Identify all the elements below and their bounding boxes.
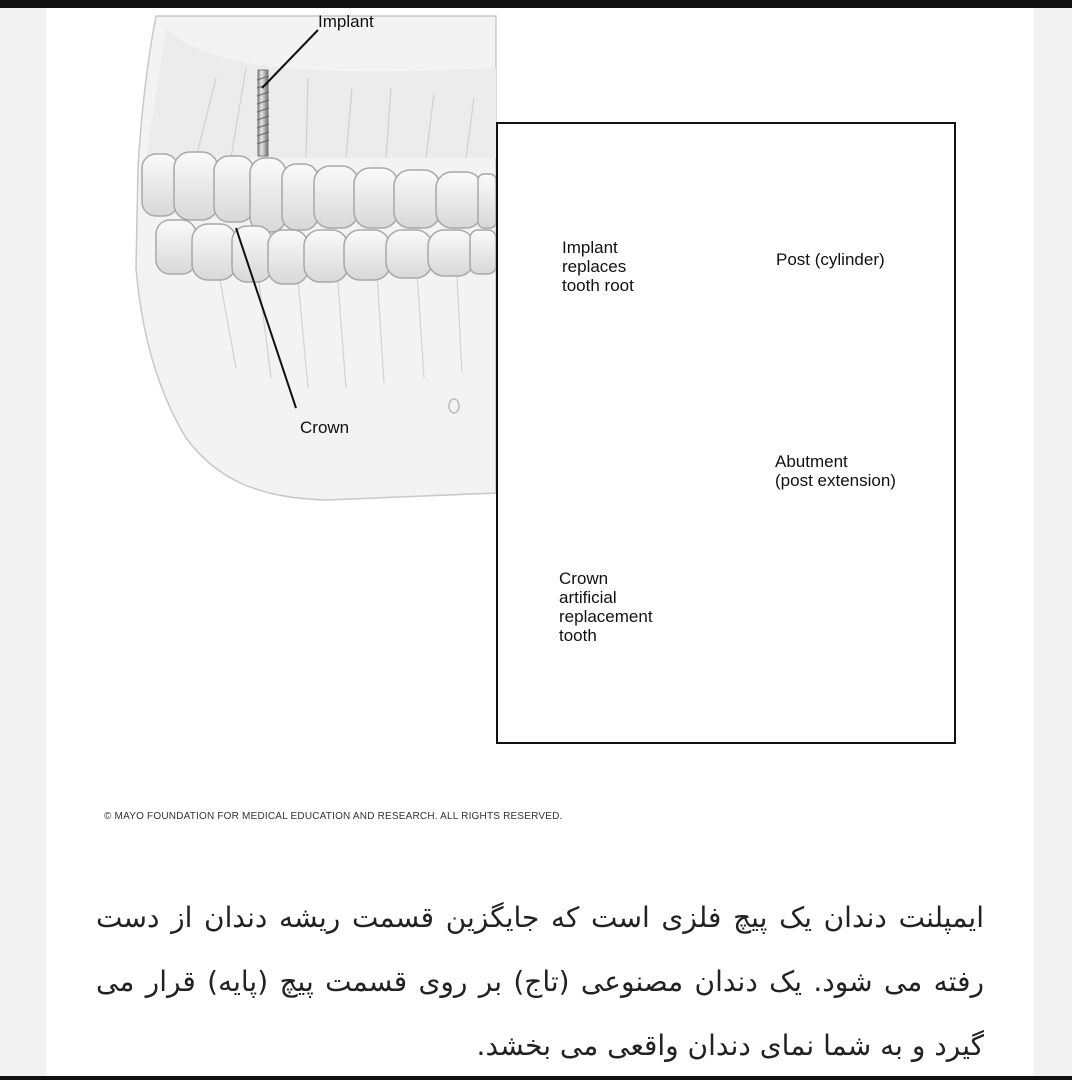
article-paragraph: ایمپلنت دندان یک پیچ فلزی است که جایگزین قسمت ریشه دندان از دست رفته می شود. یک دندان مصنوعی (تاج) بر روی قسمت پیچ (پایه) قرار می گیرد و به شما نمای دندان واقعی می بخشد. (96, 901, 984, 1062)
bottom-bar (0, 1076, 1072, 1080)
components-inset-frame (496, 122, 956, 744)
label-post-cylinder: Post (cylinder) (776, 250, 885, 269)
label-implant-replaces-root: Implant replaces tooth root (562, 238, 634, 295)
label-crown: Crown (300, 418, 350, 437)
dental-implant-illustration (46, 8, 1034, 798)
article-page[interactable] (46, 8, 1034, 1076)
label-abutment: Abutment (post extension) (775, 452, 896, 490)
label-crown-artificial: Crown artificial replacement tooth (559, 569, 653, 645)
top-bar (0, 0, 1072, 8)
image-credit: © MAYO FOUNDATION FOR MEDICAL EDUCATION AND RESEARCH. ALL RIGHTS RESERVED. (104, 811, 563, 822)
label-implant: Implant (318, 12, 374, 31)
